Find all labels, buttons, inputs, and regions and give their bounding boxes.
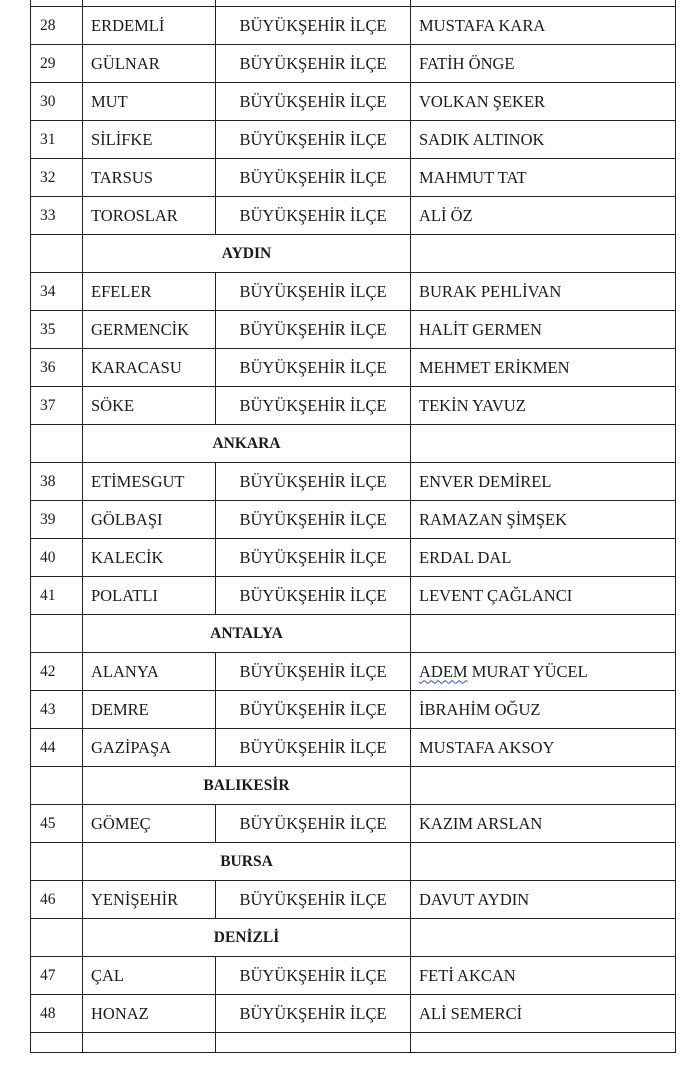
district-name: ETİMESGUT [83, 463, 216, 501]
empty-cell [31, 919, 83, 957]
row-number: 30 [31, 83, 83, 121]
district-name: POLATLI [83, 577, 216, 615]
district-name: GÖMEÇ [83, 805, 216, 843]
table-row [31, 729, 676, 767]
province-header-row [31, 843, 676, 881]
municipality-type: BÜYÜKŞEHİR İLÇE [216, 995, 411, 1033]
district-name: EFELER [83, 273, 216, 311]
row-number: 35 [31, 311, 83, 349]
table-row [31, 957, 676, 995]
candidate-name: DAVUT AYDIN [411, 881, 676, 919]
district-name: TOROSLAR [83, 197, 216, 235]
table-row [31, 577, 676, 615]
municipality-type: BÜYÜKŞEHİR İLÇE [216, 7, 411, 45]
district-name: HONAZ [83, 995, 216, 1033]
municipality-type: BÜYÜKŞEHİR İLÇE [216, 387, 411, 425]
table-row [31, 349, 676, 387]
row-number: 39 [31, 501, 83, 539]
candidate-name: BURAK PEHLİVAN [411, 273, 676, 311]
candidate-name: ALİ ÖZ [411, 197, 676, 235]
row-number: 42 [31, 653, 83, 691]
municipality-type: BÜYÜKŞEHİR İLÇE [216, 273, 411, 311]
table-row [31, 995, 676, 1033]
table-row [31, 881, 676, 919]
municipality-type: BÜYÜKŞEHİR İLÇE [216, 45, 411, 83]
row-number: 48 [31, 995, 83, 1033]
province-name: AYDIN [83, 235, 411, 273]
row-number: 40 [31, 539, 83, 577]
candidate-name: ALİ SEMERCİ [411, 995, 676, 1033]
row-number: 38 [31, 463, 83, 501]
table-row [31, 273, 676, 311]
candidate-name: ENVER DEMİREL [411, 463, 676, 501]
municipality-type: BÜYÜKŞEHİR İLÇE [216, 881, 411, 919]
table-row [31, 501, 676, 539]
candidate-name: HALİT GERMEN [411, 311, 676, 349]
table-row [31, 45, 676, 83]
candidate-name: MAHMUT TAT [411, 159, 676, 197]
municipality-type: BÜYÜKŞEHİR İLÇE [216, 311, 411, 349]
district-name: KARACASU [83, 349, 216, 387]
candidate-name: SADIK ALTINOK [411, 121, 676, 159]
empty-cell [411, 425, 676, 463]
table-row [31, 387, 676, 425]
municipality-type: BÜYÜKŞEHİR İLÇE [216, 805, 411, 843]
row-number: 44 [31, 729, 83, 767]
row-number: 32 [31, 159, 83, 197]
municipality-type: BÜYÜKŞEHİR İLÇE [216, 539, 411, 577]
province-name: BURSA [83, 843, 411, 881]
candidate-name: İBRAHİM OĞUZ [411, 691, 676, 729]
row-number: 31 [31, 121, 83, 159]
municipality-type: BÜYÜKŞEHİR İLÇE [216, 463, 411, 501]
table-row [31, 83, 676, 121]
table-row [31, 159, 676, 197]
empty-cell [31, 843, 83, 881]
row-number: 43 [31, 691, 83, 729]
table-body [31, 0, 676, 1053]
candidate-name: LEVENT ÇAĞLANCI [411, 577, 676, 615]
province-header-row [31, 919, 676, 957]
municipality-type: BÜYÜKŞEHİR İLÇE [216, 729, 411, 767]
candidate-name: MEHMET ERİKMEN [411, 349, 676, 387]
empty-cell [411, 767, 676, 805]
empty-cell [411, 919, 676, 957]
district-name: TARSUS [83, 159, 216, 197]
municipality-type: BÜYÜKŞEHİR İLÇE [216, 121, 411, 159]
candidate-first-name-spellcheck: ADEM [419, 661, 468, 681]
row-number: 45 [31, 805, 83, 843]
candidate-name: TEKİN YAVUZ [411, 387, 676, 425]
empty-cell [31, 425, 83, 463]
municipality-type: BÜYÜKŞEHİR İLÇE [216, 197, 411, 235]
table-row [31, 121, 676, 159]
province-header-row [31, 235, 676, 273]
municipality-type: BÜYÜKŞEHİR İLÇE [216, 159, 411, 197]
district-name: ALANYA [83, 653, 216, 691]
row-number: 37 [31, 387, 83, 425]
municipality-type: BÜYÜKŞEHİR İLÇE [216, 349, 411, 387]
empty-cell [411, 843, 676, 881]
row-number: 34 [31, 273, 83, 311]
municipality-type: BÜYÜKŞEHİR İLÇE [216, 957, 411, 995]
district-name: MUT [83, 83, 216, 121]
candidate-name: MUSTAFA KARA [411, 7, 676, 45]
province-header-row [31, 615, 676, 653]
candidates-table [30, 0, 676, 1053]
table-row [31, 7, 676, 45]
candidate-name: RAMAZAN ŞİMŞEK [411, 501, 676, 539]
candidate-name: ERDAL DAL [411, 539, 676, 577]
table-row-cutoff-bottom [31, 1033, 676, 1053]
district-name: ERDEMLİ [83, 7, 216, 45]
row-number: 46 [31, 881, 83, 919]
district-name: ÇAL [83, 957, 216, 995]
candidate-name: KAZIM ARSLAN [411, 805, 676, 843]
row-number: 41 [31, 577, 83, 615]
row-number: 33 [31, 197, 83, 235]
candidate-name: VOLKAN ŞEKER [411, 83, 676, 121]
table-row [31, 805, 676, 843]
district-name: DEMRE [83, 691, 216, 729]
district-name: SÖKE [83, 387, 216, 425]
row-number: 47 [31, 957, 83, 995]
municipality-type: BÜYÜKŞEHİR İLÇE [216, 83, 411, 121]
province-header-row [31, 767, 676, 805]
municipality-type: BÜYÜKŞEHİR İLÇE [216, 501, 411, 539]
district-name: KALECİK [83, 539, 216, 577]
municipality-type: BÜYÜKŞEHİR İLÇE [216, 577, 411, 615]
province-header-row [31, 425, 676, 463]
empty-cell [411, 615, 676, 653]
province-name: DENİZLİ [83, 919, 411, 957]
candidate-name [411, 653, 676, 691]
district-name: GERMENCİK [83, 311, 216, 349]
candidate-name: FETİ AKCAN [411, 957, 676, 995]
province-name: BALIKESİR [83, 767, 411, 805]
candidate-rest-name: MURAT YÜCEL [467, 661, 588, 681]
empty-cell [31, 767, 83, 805]
table-row [31, 197, 676, 235]
row-number: 28 [31, 7, 83, 45]
table-row [31, 691, 676, 729]
province-name: ANTALYA [83, 615, 411, 653]
candidate-name: MUSTAFA AKSOY [411, 729, 676, 767]
empty-cell [31, 235, 83, 273]
table-row [31, 653, 676, 691]
district-name: GÜLNAR [83, 45, 216, 83]
province-name: ANKARA [83, 425, 411, 463]
district-name: YENİŞEHİR [83, 881, 216, 919]
row-number: 36 [31, 349, 83, 387]
district-name: SİLİFKE [83, 121, 216, 159]
row-number: 29 [31, 45, 83, 83]
table-row [31, 463, 676, 501]
district-name: GÖLBAŞI [83, 501, 216, 539]
candidate-name: FATİH ÖNGE [411, 45, 676, 83]
municipality-type: BÜYÜKŞEHİR İLÇE [216, 691, 411, 729]
empty-cell [411, 235, 676, 273]
district-name: GAZİPAŞA [83, 729, 216, 767]
table-row [31, 311, 676, 349]
table-row [31, 539, 676, 577]
municipality-type: BÜYÜKŞEHİR İLÇE [216, 653, 411, 691]
empty-cell [31, 615, 83, 653]
